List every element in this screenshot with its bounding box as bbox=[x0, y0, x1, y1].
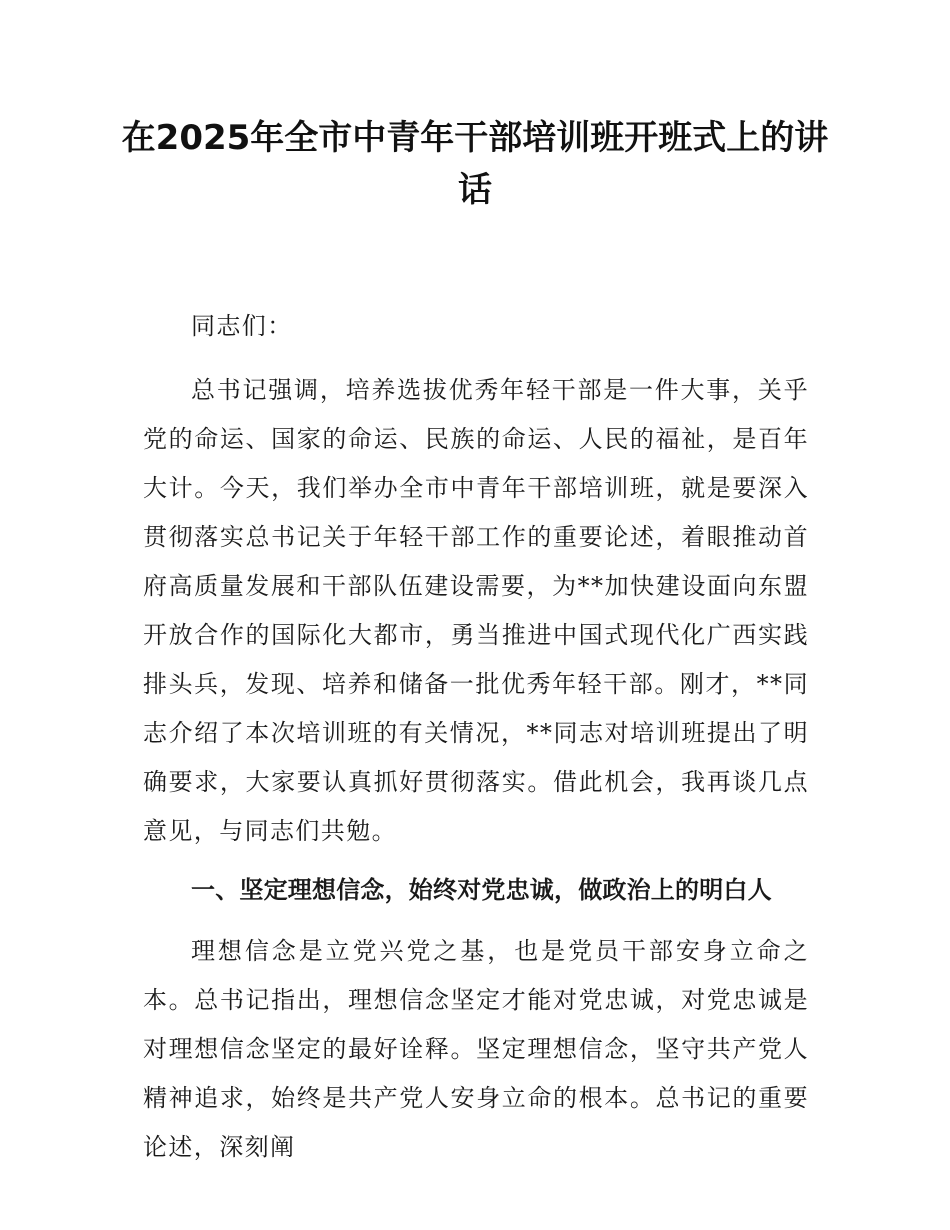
salutation: 同志们： bbox=[191, 312, 293, 340]
section-heading: 一、坚定理想信念，始终对党忠诚，做政治上的明白人 bbox=[191, 876, 772, 904]
document-title: 在2025年全市中青年干部培训班开班式上的讲话 bbox=[121, 118, 829, 210]
document-body bbox=[143, 302, 809, 1172]
intro-paragraph: 总书记强调，培养选拔优秀年轻干部是一件大事，关乎党的命运、国家的命运、民族的命运、人民的福祉，是百年大计。今天，我们举办全市中青年干部培训班，就是要深入贯彻落实总书记关于年轻干部工作的重要论述，着眼推动首府高质量发展和干部队伍建设需要，为**加快建设面向东盟开放合作的国际化大都市，勇当推进中国式现代化广西实践排头兵，发现、培养和储备一批优秀年轻干部。刚才，**同志介绍了本次培训班的有关情况，**同志对培训班提出了明确要求，大家要认真抓好贯彻落实。借此机会，我再谈几点意见，与同志们共勉。 bbox=[143, 376, 809, 845]
section-paragraph: 理想信念是立党兴党之基，也是党员干部安身立命之本。总书记指出，理想信念坚定才能对党忠诚，对党忠诚是对理想信念坚定的最好诠释。坚定理想信念，坚守共产党人精神追求，始终是共产党人安身立命的根本。总书记的重要论述，深刻阐 bbox=[143, 937, 809, 1161]
